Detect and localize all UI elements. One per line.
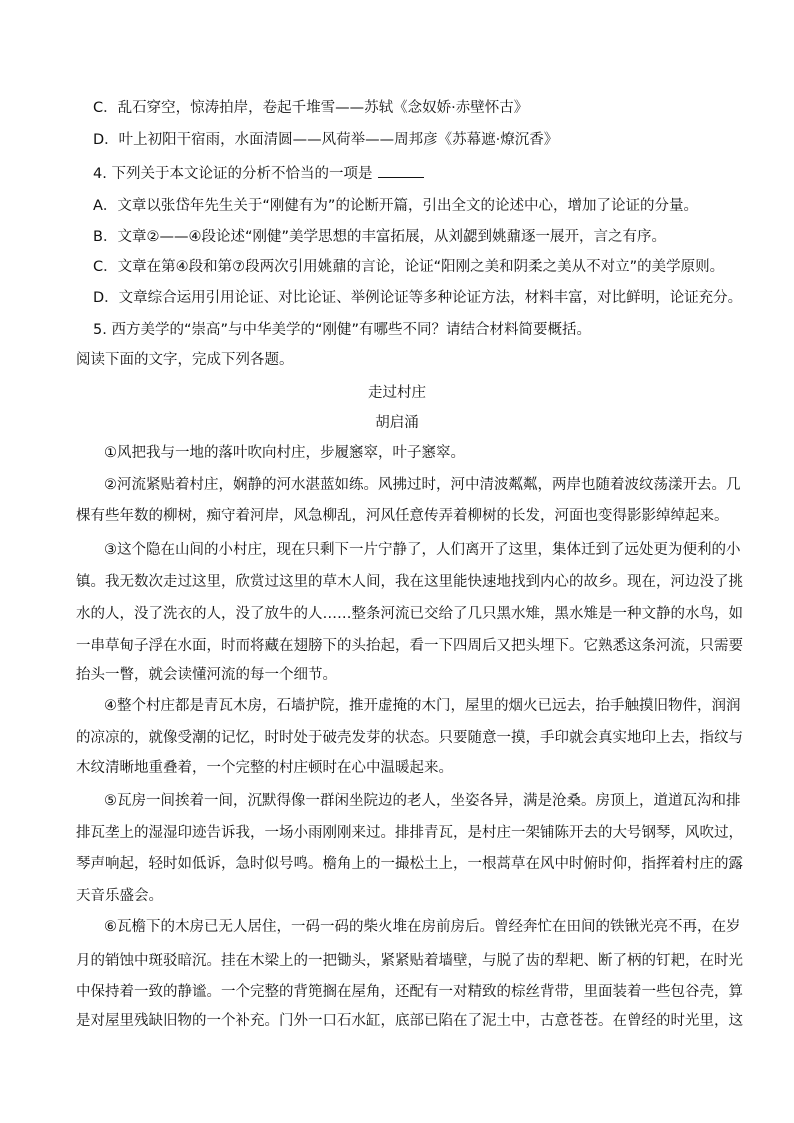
article-title: 走过村庄 <box>368 385 426 401</box>
reading-instruction: 阅读下面的文字，完成下列各题。 <box>76 352 294 368</box>
paragraph-5-line-3: 琴声响起，轻时如低诉，急时似号鸣。檐角上的一撮松土上，一根蒿草在风中时俯时仰，指挥着村庄的露 <box>76 856 743 872</box>
option-q4-b: B．文章②——④段论述“刚健”美学思想的丰富拓展，从刘勰到姚鼐逐一展开，言之有序。 <box>93 229 666 245</box>
paragraph-2-line-1: ②河流紧贴着村庄，娴静的河水湛蓝如练。风拂过时，河中清波粼粼，两岸也随着波纹荡漾开去。几 <box>104 477 741 493</box>
paragraph-3-line-3: 水的人，没了洗衣的人，没了放牛的人……整条河流已交给了几只黑水雉，黑水雉是一种文静的水鸟，如 <box>76 606 743 622</box>
paragraph-5-line-4: 天音乐盛会。 <box>76 888 163 904</box>
paragraph-3-line-4: 一串草甸子浮在水面，时而将藏在翅膀下的头抬起，看一下四周后又把头埋下。它熟悉这条河流，只需要 <box>76 638 743 654</box>
paragraph-6-line-1: ⑥瓦檐下的木房已无人居住，一码一码的柴火堆在房前房后。曾经奔忙在田间的铁锹光亮不再，在岁 <box>104 919 741 935</box>
paragraph-3-line-5: 抬头一瞥，就会读懂河流的每一个细节。 <box>76 667 337 683</box>
question-5: 5. 西方美学的“崇高”与中华美学的“刚健”有哪些不同？请结合材料简要概括。 <box>93 322 591 338</box>
paragraph-1: ①风把我与一地的落叶吹向村庄，步履窸窣，叶子窸窣。 <box>104 445 465 461</box>
question-4-stem: 4. 下列关于本文论证的分析不恰当的一项是 <box>93 166 373 182</box>
paragraph-4-line-1: ④整个村庄都是青瓦木房，石墙护院，推开虚掩的木门，屋里的烟火已远去，抬手触摸旧物件，润润 <box>104 698 741 714</box>
option-q3-c: C．乱石穿空，惊涛拍岸，卷起千堆雪——苏轼《念奴娇·赤壁怀古》 <box>93 100 529 116</box>
answer-blank <box>378 163 424 178</box>
option-q3-d: D．叶上初阳干宿雨，水面清圆——风荷举——周邦彦《苏幕遮·燎沉香》 <box>93 132 559 148</box>
paragraph-3-line-2: 镇。我无数次走过这里，欣赏过这里的草木人间，我在这里能快速地找到内心的故乡。现在，河边没了挑 <box>76 574 743 590</box>
paragraph-6-line-2: 月的销蚀中斑驳暗沉。挂在木梁上的一把锄头，紧紧贴着墙壁，与脱了齿的犁耙、断了柄的钉耙，在时光 <box>76 953 743 969</box>
paragraph-6-line-4: 是对屋里残缺旧物的一个补充。门外一口石水缸，底部已陷在了泥土中，古意苍苍。在曾经的时光里，这 <box>76 1013 743 1029</box>
paragraph-4-line-2: 的凉凉的，就像受潮的记忆，时时处于破壳发芽的状态。只要随意一摸，手印就会真实地印上去，指纹与 <box>76 730 743 746</box>
paragraph-5-line-1: ⑤瓦房一间挨着一间，沉默得像一群闲坐院边的老人，坐姿各异，满是沧桑。房顶上，道道瓦沟和排 <box>104 793 741 809</box>
paragraph-2-line-2: 棵有些年数的柳树，痴守着河岸，风急柳乱，河风任意传弄着柳树的长发，河面也变得影影绰绰起来。 <box>76 508 729 524</box>
option-q4-a: A．文章以张岱年先生关于“刚健有为”的论断开篇，引出全文的论述中心，增加了论证的分量。 <box>93 198 698 214</box>
paragraph-6-line-3: 中保持着一致的静谧。一个完整的背篼搁在屋角，还配有一对精致的棕丝背带，里面装着一些包谷壳，算 <box>76 984 743 1000</box>
option-q4-d: D．文章综合运用引用论证、对比论证、举例论证等多种论证方法，材料丰富，对比鲜明，论证充分。 <box>93 290 743 306</box>
question-4 <box>93 163 424 184</box>
paragraph-5-line-2: 排瓦垄上的湿湿印迹告诉我，一场小雨刚刚来过。排排青瓦，是村庄一架铺陈开去的大号钢琴，风吹过， <box>76 825 743 841</box>
article-author: 胡启涌 <box>375 415 419 431</box>
option-q4-c: C．文章在第④段和第⑦段两次引用姚鼐的言论，论证“阳刚之美和阴柔之美从不对立”的美学原则。 <box>93 259 725 275</box>
paragraph-4-line-3: 木纹清晰地重叠着，一个完整的村庄顿时在心中温暖起来。 <box>76 760 453 776</box>
paragraph-3-line-1: ③这个隐在山间的小村庄，现在只剩下一片宁静了，人们离开了这里，集体迁到了远处更为便利的小 <box>104 542 741 558</box>
